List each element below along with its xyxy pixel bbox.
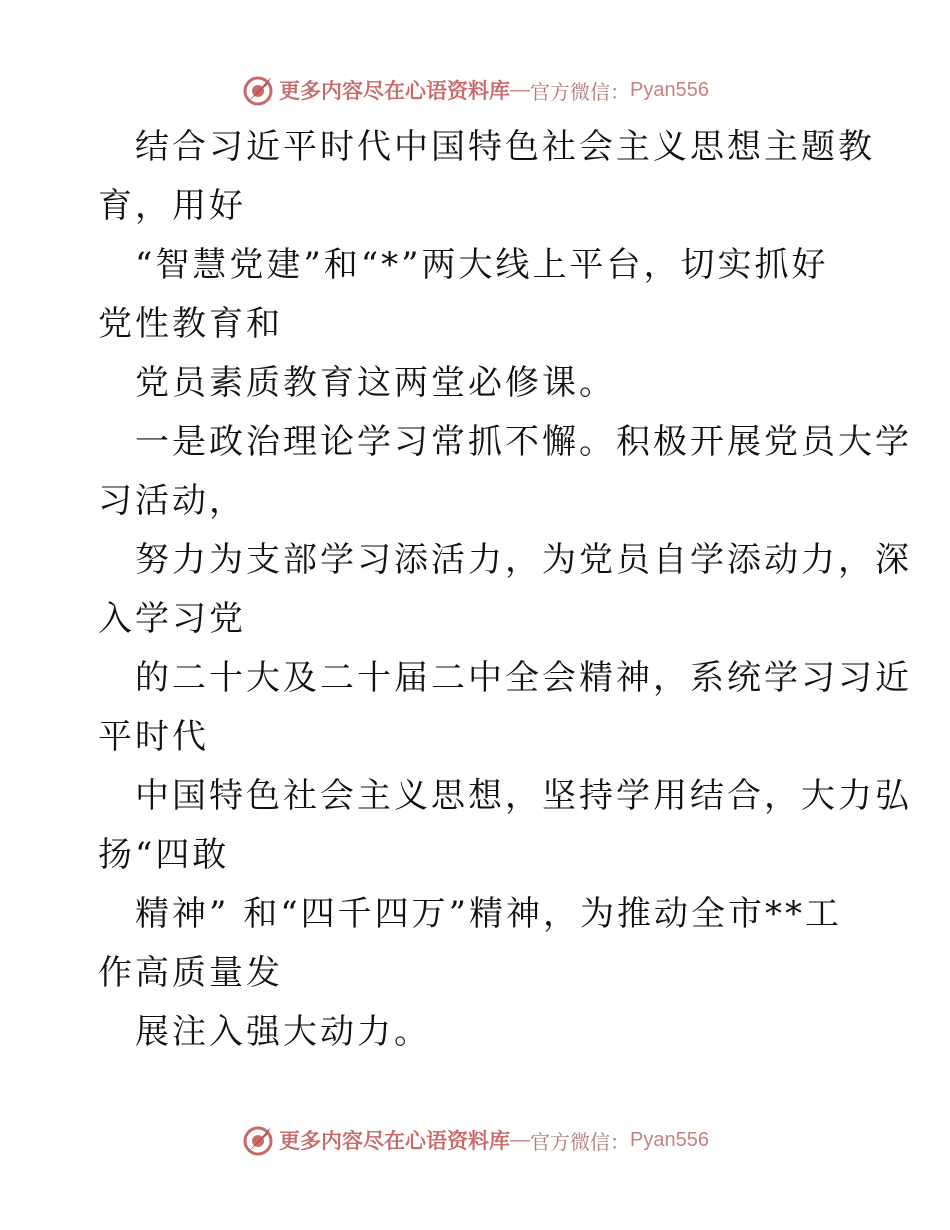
header-watermark — [0, 70, 950, 110]
paragraph-line: 平时代 — [98, 717, 209, 757]
paragraph-line: 党员素质教育这两堂必修课。 — [135, 363, 616, 403]
paragraph-line: 育，用好 — [98, 186, 246, 226]
paragraph-line: 精神” 和“四千四万”精神，为推动全市**工 — [135, 894, 842, 934]
paragraph-line: 的二十大及二十届二中全会精神，系统学习习近 — [135, 658, 912, 698]
watermark-wechat-label: 官方微信： — [530, 81, 631, 104]
paragraph-line: 展注入强大动力。 — [135, 1012, 431, 1052]
watermark-wechat-id: Pyan556 — [630, 78, 709, 101]
paragraph-line: 中国特色社会主义思想，坚持学用结合，大力弘 — [135, 776, 912, 816]
quill-seal-icon — [241, 73, 275, 107]
watermark-brand: 更多内容尽在心语资料库 — [279, 1129, 511, 1153]
watermark-dash: — — [510, 78, 531, 101]
watermark-brand: 更多内容尽在心语资料库 — [279, 79, 511, 103]
paragraph-line: 扬“四敢 — [98, 835, 230, 875]
paragraph-line: 结合习近平时代中国特色社会主义思想主题教 — [135, 127, 875, 167]
document-body — [98, 118, 912, 1062]
watermark-wechat-id: Pyan556 — [630, 1128, 709, 1151]
watermark-wechat-label: 官方微信： — [530, 1131, 631, 1154]
paragraph-line: 党性教育和 — [98, 304, 283, 344]
paragraph-line: “智慧党建”和“*”两大线上平台，切实抓好 — [135, 245, 829, 285]
paragraph-line: 作高质量发 — [98, 953, 283, 993]
paragraph-line: 努力为支部学习添活力，为党员自学添动力，深 — [135, 540, 912, 580]
paragraph-line: 习活动， — [98, 481, 246, 521]
quill-seal-icon — [241, 1123, 275, 1157]
paragraph-line: 入学习党 — [98, 599, 246, 639]
watermark-dash: — — [510, 1128, 531, 1151]
footer-watermark — [0, 1120, 950, 1160]
paragraph-line: 一是政治理论学习常抓不懈。积极开展党员大学 — [135, 422, 912, 462]
